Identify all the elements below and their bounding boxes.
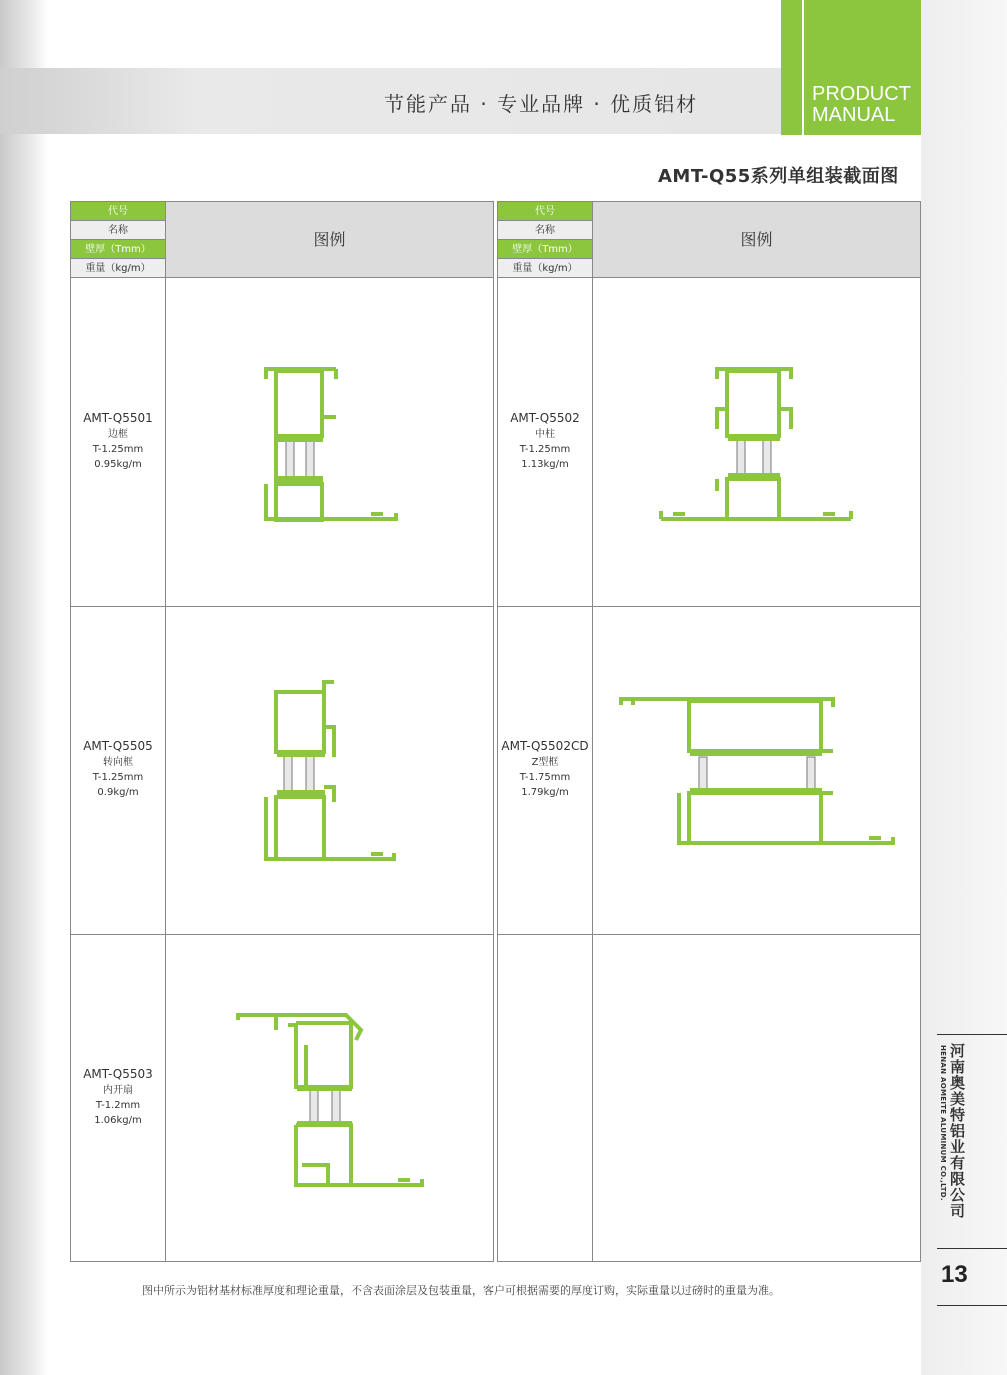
profile-code: AMT-Q5501 — [83, 411, 153, 425]
manual-line-2: MANUAL — [812, 104, 896, 126]
profile-name: 内开扇 — [103, 1085, 133, 1096]
profile-code: AMT-Q5502CD — [501, 739, 589, 753]
profile-name: 中柱 — [535, 429, 555, 440]
product-manual-badge — [781, 0, 921, 135]
profile-thickness: T-1.2mm — [95, 1100, 141, 1111]
profile-figure-q5502 — [593, 279, 921, 605]
header-figure: 图例 — [165, 202, 493, 278]
header-thickness: 壁厚（Tmm） — [71, 240, 165, 259]
profile-weight: 0.9kg/m — [97, 787, 139, 798]
profile-weight: 0.95kg/m — [94, 459, 142, 470]
profile-table-left — [70, 201, 494, 1262]
profile-name: 边框 — [108, 429, 128, 440]
profile-figure-q5501 — [166, 279, 494, 605]
profile-info-q5503 — [71, 1066, 165, 1128]
profile-figure-q5505 — [166, 607, 494, 933]
profile-weight: 1.13kg/m — [521, 459, 569, 470]
profile-weight: 1.06kg/m — [94, 1115, 142, 1126]
header-slogan: 节能产品 · 专业品牌 · 优质铝材 — [384, 92, 699, 116]
header-weight: 重量（kg/m） — [498, 259, 592, 278]
badge-divider — [802, 0, 804, 135]
profile-weight: 1.79kg/m — [521, 787, 569, 798]
footnote: 图中所示为铝材基材标准厚度和理论重量，不含表面涂层及包装重量，客户可根据需要的厚度订购，实际重量以过磅时的重量为准。 — [142, 1284, 780, 1297]
profile-code: AMT-Q5502 — [510, 411, 580, 425]
company-block — [937, 1034, 1007, 1247]
header-code: 代号 — [71, 202, 165, 221]
page-number: 13 — [941, 1261, 968, 1288]
header-figure: 图例 — [592, 202, 920, 278]
page-title: AMT-Q55系列单组装截面图 — [658, 166, 899, 187]
company-name-cn: 河南奥美特铝业有限公司 — [948, 1043, 966, 1219]
binding-shadow — [0, 0, 48, 1375]
profile-info-q5501 — [71, 410, 165, 472]
profile-name: Z型框 — [531, 757, 559, 768]
profile-info-q5505 — [71, 738, 165, 800]
profile-info-q5502 — [498, 410, 592, 472]
profile-thickness: T-1.25mm — [92, 772, 144, 783]
header-weight: 重量（kg/m） — [71, 259, 165, 278]
profile-thickness: T-1.75mm — [519, 772, 571, 783]
header-name: 名称 — [498, 221, 592, 240]
company-name-en: HENAN AOMEITE ALUMINUM CO.,LTD. — [939, 1045, 947, 1201]
profile-name: 转向框 — [103, 757, 133, 768]
page-number-box — [937, 1248, 1007, 1306]
profile-figure-q5502cd — [593, 607, 921, 933]
header-code: 代号 — [498, 202, 592, 221]
header-thickness: 壁厚（Tmm） — [498, 240, 592, 259]
profile-table-right — [497, 201, 921, 1262]
product-manual-label — [812, 84, 911, 126]
profile-figure-q5503 — [166, 935, 494, 1261]
profile-thickness: T-1.25mm — [92, 444, 144, 455]
row-divider — [498, 934, 920, 935]
manual-line-1: PRODUCT — [812, 83, 911, 105]
profile-code: AMT-Q5505 — [83, 739, 153, 753]
profile-thickness: T-1.25mm — [519, 444, 571, 455]
header-name: 名称 — [71, 221, 165, 240]
profile-code: AMT-Q5503 — [83, 1067, 153, 1081]
profile-info-q5502cd — [498, 738, 592, 800]
